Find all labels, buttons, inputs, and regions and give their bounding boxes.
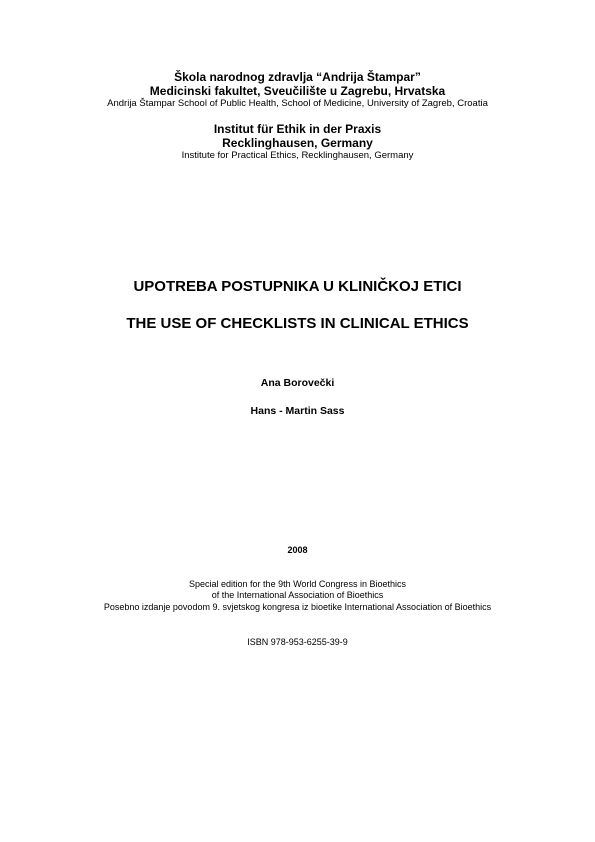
publication-year: 2008 — [287, 545, 308, 555]
edition-note-line: Special edition for the 9th World Congress in Bioethics — [189, 579, 406, 589]
title-croatian: UPOTREBA POSTUPNIKA U KLINIČKOJ ETICI — [133, 278, 462, 295]
isbn: ISBN 978-953-6255-39-9 — [247, 637, 348, 647]
author-name: Hans - Martin Sass — [250, 405, 345, 417]
institution-translation: Andrija Štampar School of Public Health, School of Medicine, University of Zagreb, Croatia — [107, 98, 488, 109]
institution-name-line1: Škola narodnog zdravlja “Andrija Štampar” — [174, 70, 421, 84]
institution-translation: Institute for Practical Ethics, Recklinghausen, Germany — [181, 150, 414, 161]
edition-note-line: Posebno izdanje povodom 9. svjetskog kongresa iz bioetike International Association of Bioethics — [103, 602, 492, 612]
edition-note-line: of the International Association of Bioethics — [211, 590, 384, 600]
institution-name-line2: Recklinghausen, Germany — [222, 136, 373, 150]
institution-name-line1: Institut für Ethik in der Praxis — [213, 122, 382, 136]
author-name: Ana Borovečki — [260, 377, 335, 389]
institution-name-line2: Medicinski fakultet, Sveučilište u Zagrebu, Hrvatska — [149, 84, 446, 98]
title-english: THE USE OF CHECKLISTS IN CLINICAL ETHICS — [126, 315, 469, 332]
